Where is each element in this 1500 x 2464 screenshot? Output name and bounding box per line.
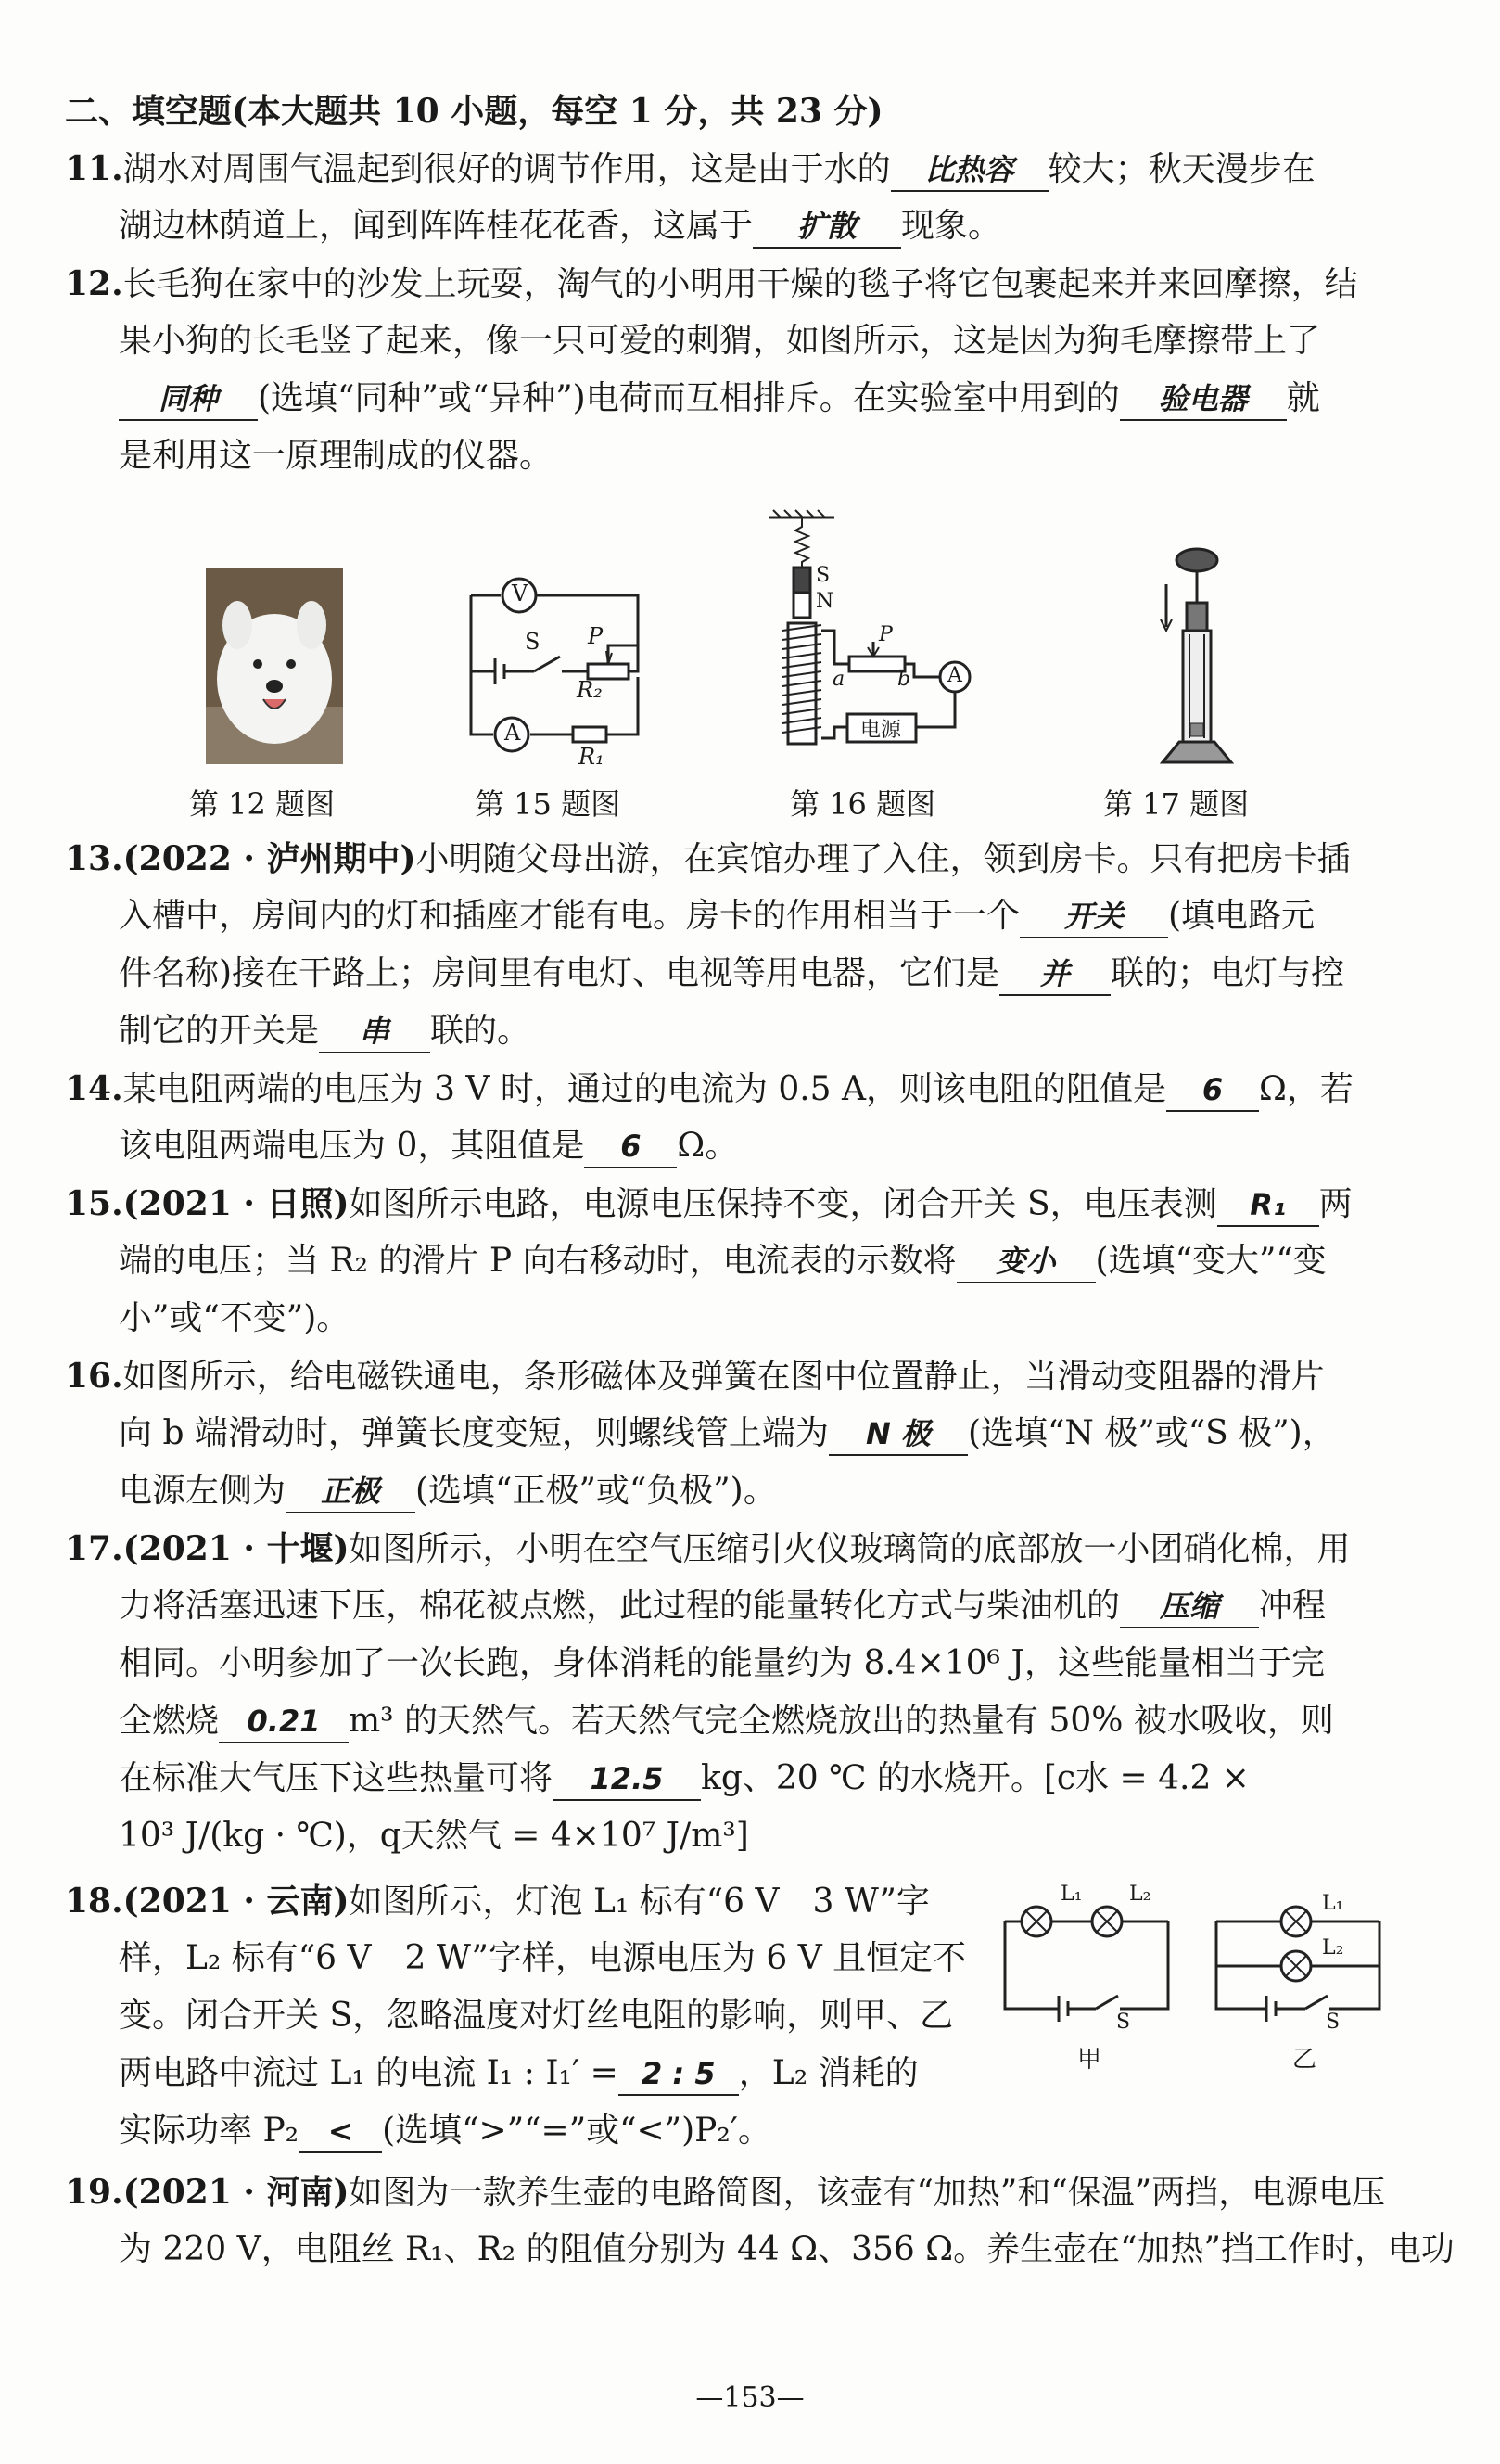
q14-text-1: 某电阻两端的电压为 3 V 时，通过的电流为 0.5 A，则该电阻的阻值是	[122, 1070, 1167, 1108]
q16-text-5: (选填“正极”或“负极”)。	[415, 1472, 777, 1510]
q17-line3: 相同。小明参加了一次长跑，身体消耗的能量约为 8.4×10⁶ J，这些能量相当于完	[119, 1644, 1325, 1682]
q13-source: (2022 · 泸州期中)	[122, 839, 416, 878]
q12-answer-2[interactable]: 验电器	[1120, 378, 1287, 421]
q18-text-5: ，L₂ 消耗的	[738, 2054, 919, 2092]
figure-15-caption: 第 15 题图	[475, 786, 621, 822]
q18-line5	[119, 2109, 771, 2153]
q19-number: 19.	[65, 2173, 123, 2212]
figure-15-circuit	[458, 568, 643, 770]
q15-answer-1[interactable]: R₁	[1217, 1184, 1319, 1227]
q14-answer-1[interactable]: 6	[1166, 1069, 1259, 1112]
q13-line4	[119, 1009, 530, 1053]
q17-number: 17.	[65, 1529, 123, 1568]
figure-18-yi-circuit	[1205, 1888, 1391, 2074]
fig16-power-source-label: 电源	[860, 719, 902, 742]
q17-text-1: 如图所示，小明在空气压缩引火仪玻璃筒的底部放一小团硝化棉，用	[349, 1530, 1351, 1568]
q16-text-4: 电源左侧为	[119, 1472, 286, 1510]
q13-text-4: 件名称)接在干路上；房间里有电灯、电视等用电器，它们是	[119, 954, 1000, 992]
q13-text-5: 联的；电灯与控	[1111, 954, 1345, 992]
q13-text-6: 制它的开关是	[119, 1012, 320, 1050]
q17-text-8: kg、20 ℃ 的水烧开。[c水 = 4.2 ×	[701, 1759, 1250, 1797]
q14-text-3: 该电阻两端电压为 0，其阻值是	[119, 1127, 585, 1165]
fig16-s-label: S	[816, 564, 831, 587]
q18-number: 18.	[65, 1882, 123, 1921]
fig16-ammeter-label: A	[947, 664, 962, 687]
page-number: —153—	[695, 2381, 805, 2414]
q18-text-6: 实际功率 P₂	[119, 2112, 299, 2150]
q17-source: (2021 · 十堰)	[122, 1529, 350, 1568]
figure-12-caption: 第 12 题图	[189, 786, 336, 822]
q12-text-1: 长毛狗在家中的沙发上玩耍，淘气的小明用干燥的毯子将它包裹起来并来回摩擦，结	[122, 265, 1358, 303]
q14-number: 14.	[65, 1069, 123, 1108]
q14-text-4: Ω。	[677, 1127, 739, 1165]
q16-text-3: (选填“N 极”或“S 极”)，	[967, 1414, 1336, 1452]
fig16-n-label: N	[816, 590, 834, 613]
q15-line3: 小”或“不变”)。	[119, 1299, 350, 1337]
fig18-jia-l2-label: L₂	[1129, 1883, 1151, 1906]
q18-text-7: (选填“>”“=”或“<”)P₂′。	[382, 2112, 771, 2150]
figure-17-compression-igniter	[1146, 547, 1248, 770]
q12-text-4: 就	[1286, 379, 1320, 417]
q16-text-2: 向 b 端滑动时，弹簧长度变短，则螺线管上端为	[119, 1414, 829, 1452]
fig18-yi-caption: 乙	[1292, 2046, 1317, 2074]
q11-number: 11.	[65, 149, 123, 188]
q15-source: (2021 · 日照)	[122, 1184, 350, 1223]
q17-line2	[119, 1584, 1326, 1628]
q16-line2	[119, 1411, 1336, 1456]
q16-line1	[65, 1354, 1325, 1399]
q18-line1	[65, 1879, 930, 1924]
fig16-a-label: a	[833, 668, 845, 691]
figure-16-electromagnet	[760, 508, 983, 770]
q17-line4	[119, 1699, 1334, 1743]
q12-line3	[119, 377, 1320, 421]
fig18-jia-caption: 甲	[1077, 2046, 1102, 2074]
q13-answer-2[interactable]: 并	[999, 953, 1111, 996]
fig18-yi-l2-label: L₂	[1322, 1936, 1344, 1960]
figure-17-caption: 第 17 题图	[1103, 786, 1250, 822]
q12-answer-1[interactable]: 同种	[119, 378, 258, 421]
q15-answer-2[interactable]: 变小	[957, 1241, 1096, 1283]
fig15-r2-label: R₂	[577, 677, 603, 703]
fig16-p-label: P	[879, 623, 893, 646]
q12-line4: 是利用这一原理制成的仪器。	[119, 437, 553, 475]
q13-line1	[65, 836, 1351, 882]
fig15-switch-label: S	[525, 629, 540, 655]
q11-text-3: 湖边林荫道上，闻到阵阵桂花花香，这属于	[119, 207, 754, 245]
q17-text-6: m³ 的天然气。若天然气完全燃烧放出的热量有 50% 被水吸收，则	[349, 1702, 1334, 1740]
q11-answer-2[interactable]: 扩散	[753, 206, 901, 249]
q17-text-3: 冲程	[1259, 1587, 1327, 1625]
fig15-ammeter-label: A	[504, 720, 521, 746]
q18-answer-1[interactable]: 2 : 5	[618, 2053, 739, 2096]
fig15-r1-label: R₁	[578, 744, 604, 770]
q16-line3	[119, 1469, 777, 1513]
q13-text-2: 入槽中，房间内的灯和插座才能有电。房卡的作用相当于一个	[119, 897, 1021, 935]
q11-text-4: 现象。	[901, 207, 1002, 245]
fig18-jia-l1-label: L₁	[1061, 1883, 1083, 1906]
fig15-voltmeter-label: V	[512, 581, 528, 606]
q17-text-2: 力将活塞迅速下压，棉花被点燃，此过程的能量转化方式与柴油机的	[119, 1587, 1121, 1625]
q15-line1	[65, 1181, 1353, 1227]
q12-line1	[65, 262, 1358, 307]
q13-text-7: 联的。	[430, 1012, 531, 1050]
fig16-b-label: b	[897, 668, 911, 691]
q12-line2: 果小狗的长毛竖了起来，像一只可爱的刺猬，如图所示，这是因为狗毛摩擦带上了	[119, 322, 1321, 360]
q14-line1	[65, 1066, 1354, 1112]
q17-answer-2[interactable]: 0.21	[219, 1701, 349, 1743]
q17-answer-1[interactable]: 压缩	[1120, 1586, 1259, 1628]
q17-text-5: 全燃烧	[119, 1702, 220, 1740]
fig15-slider-label: P	[588, 623, 604, 649]
q18-source: (2021 · 云南)	[122, 1882, 350, 1921]
q16-text-1: 如图所示，给电磁铁通电，条形磁体及弹簧在图中位置静止，当滑动变阻器的滑片	[122, 1358, 1325, 1396]
q15-number: 15.	[65, 1184, 123, 1223]
q15-text-2: 两	[1318, 1185, 1353, 1223]
q15-text-1: 如图所示电路，电源电压保持不变，闭合开关 S，电压表测	[349, 1185, 1217, 1223]
q17-text-7: 在标准大气压下这些热量可将	[119, 1759, 553, 1797]
q15-line2	[119, 1239, 1327, 1283]
fig18-yi-l1-label: L₁	[1322, 1892, 1344, 1915]
q18-answer-2[interactable]: <	[299, 2111, 382, 2153]
q18-text-4: 两电路中流过 L₁ 的电流 I₁ : I₁′ =	[119, 2054, 618, 2092]
q18-text-1: 如图所示，灯泡 L₁ 标有“6 V 3 W”字	[349, 1883, 930, 1921]
q13-answer-3[interactable]: 串	[319, 1011, 430, 1053]
q12-number: 12.	[65, 264, 123, 303]
q14-text-2: Ω，若	[1259, 1070, 1354, 1108]
q14-line2	[119, 1124, 738, 1168]
fig18-yi-s-label: S	[1326, 2011, 1341, 2034]
q18-line4	[119, 2051, 919, 2096]
q18-line2: 样，L₂ 标有“6 V 2 W”字样，电源电压为 6 V 且恒定不	[119, 1939, 967, 1977]
q17-line6: 10³ J/(kg · ℃)，q天然气 = 4×10⁷ J/m³]	[119, 1817, 749, 1855]
q17-answer-3[interactable]: 12.5	[553, 1758, 701, 1801]
q17-line1	[65, 1526, 1351, 1572]
q13-text-1: 小明随父母出游，在宾馆办理了入住，领到房卡。只有把房卡插	[415, 840, 1351, 878]
q11-line1	[65, 147, 1316, 192]
q11-answer-1[interactable]: 比热容	[891, 149, 1049, 192]
q16-answer-1[interactable]: N 极	[829, 1413, 968, 1456]
q17-line5	[119, 1756, 1250, 1801]
q14-answer-2[interactable]: 6	[584, 1126, 677, 1168]
q13-text-3: (填电路元	[1168, 897, 1316, 935]
q15-text-3: 端的电压；当 R₂ 的滑片 P 向右移动时，电流表的示数将	[119, 1242, 957, 1280]
q18-line3: 变。闭合开关 S，忽略温度对灯丝电阻的影响，则甲、乙	[119, 1997, 954, 2035]
q11-text-2: 较大；秋天漫步在	[1048, 150, 1316, 188]
q15-text-4: (选填“变大”“变	[1095, 1242, 1327, 1280]
q19-text-1: 如图为一款养生壶的电路简图，该壶有“加热”和“保温”两挡，电源电压	[349, 2174, 1386, 2212]
q11-text-1: 湖水对周围气温起到很好的调节作用，这是由于水的	[122, 150, 891, 188]
q12-text-3: (选填“同种”或“异种”)电荷而互相排斥。在实验室中用到的	[258, 379, 1120, 417]
q19-line2: 为 220 V，电阻丝 R₁、R₂ 的阻值分别为 44 Ω、356 Ω。养生壶在“加热”挡工作时，电功	[119, 2230, 1455, 2268]
q16-answer-2[interactable]: 正极	[286, 1471, 415, 1513]
dog-image-icon	[206, 568, 343, 764]
q16-number: 16.	[65, 1357, 123, 1396]
q13-number: 13.	[65, 839, 123, 878]
q19-line1	[65, 2170, 1385, 2215]
q13-line3	[119, 951, 1344, 996]
figure-18-jia-circuit	[994, 1883, 1179, 2074]
q11-line2	[119, 204, 1001, 249]
figure-16-caption: 第 16 题图	[790, 786, 936, 822]
q13-answer-1[interactable]: 开关	[1020, 896, 1168, 938]
section-title: 二、填空题(本大题共 10 小题，每空 1 分，共 23 分)	[65, 92, 883, 131]
figure-12-dog-photo	[206, 568, 343, 764]
fig18-jia-s-label: S	[1116, 2011, 1131, 2034]
q19-source: (2021 · 河南)	[122, 2173, 350, 2212]
q13-line2	[119, 894, 1315, 938]
